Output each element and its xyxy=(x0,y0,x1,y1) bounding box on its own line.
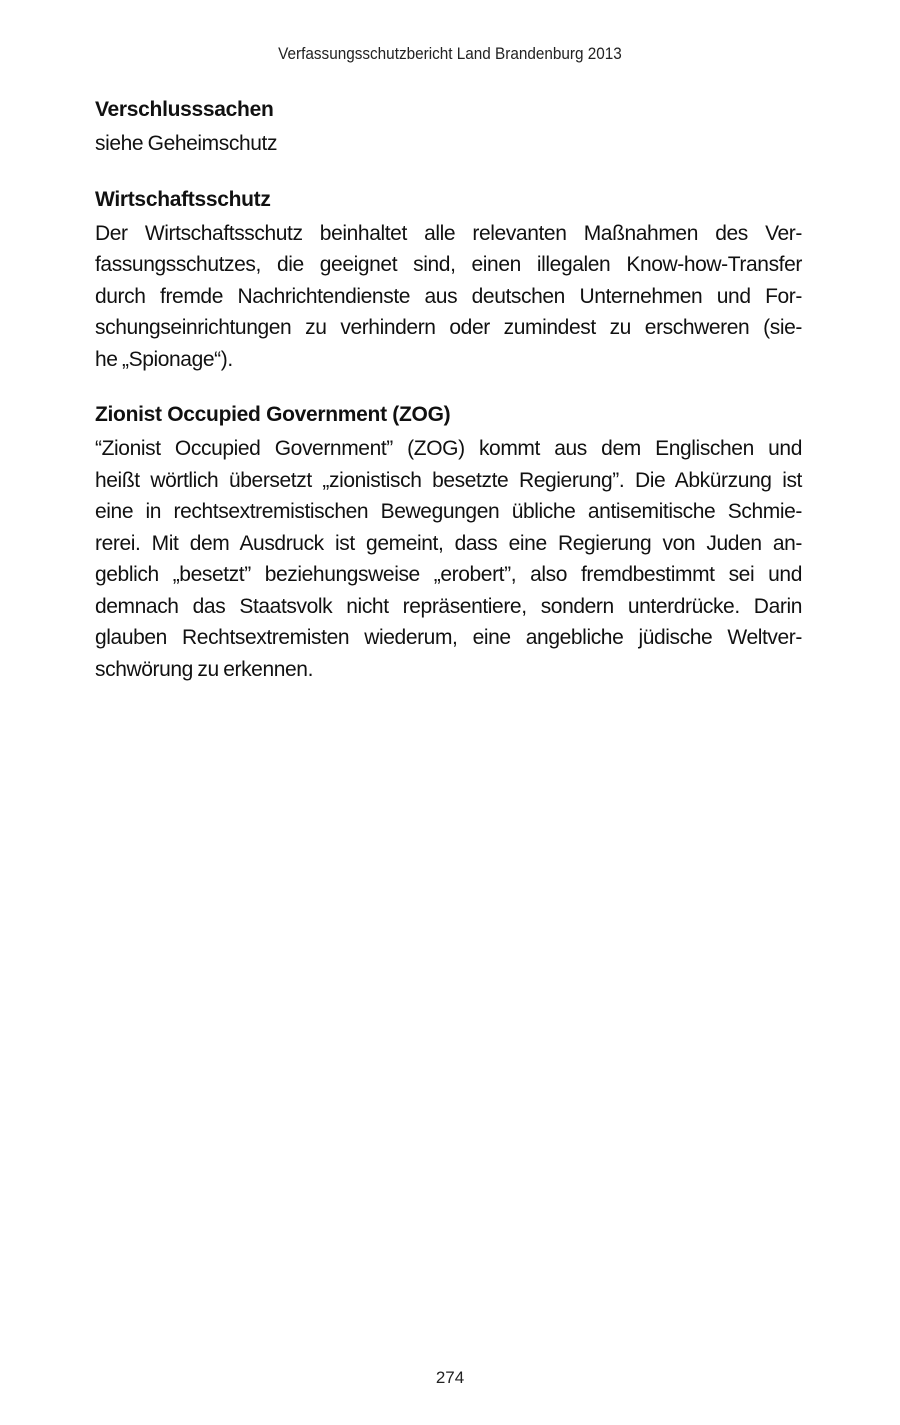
running-header: Verfassungsschutzbericht Land Brandenburg 2013 xyxy=(278,44,622,63)
body-line: siehe Geheimschutz xyxy=(95,132,278,155)
body-line: heißt wörtlich übersetzt „zionistisch besetzte Regierung”. Die Abkürzung ist xyxy=(95,468,802,492)
body-line: schwörung zu erkennen. xyxy=(95,657,314,681)
body-line: rerei. Mit dem Ausdruck ist gemeint, dass eine Regierung von Juden an- xyxy=(95,531,802,555)
body-line: durch fremde Nachrichtendienste aus deutschen Unternehmen und For- xyxy=(95,284,802,308)
glossary-content xyxy=(95,96,802,711)
body-line: he „Spionage“). xyxy=(95,347,233,371)
body-line: demnach das Staatsvolk nicht repräsentiere, sondern unterdrücke. Darin xyxy=(95,594,802,618)
entry-body xyxy=(95,218,802,376)
entry-heading: Verschlusssachen xyxy=(95,98,274,121)
entry-body xyxy=(95,128,802,160)
glossary-entry-zog xyxy=(95,401,802,685)
body-line: glauben Rechtsextremisten wiederum, eine angebliche jüdische Weltver- xyxy=(95,626,802,649)
body-line: geblich „besetzt” beziehungsweise „erobert”, also fremdbestimmt sei und xyxy=(95,563,802,586)
body-line: Der Wirtschaftsschutz beinhaltet alle relevanten Maßnahmen des Ver- xyxy=(95,221,802,245)
page-number: 274 xyxy=(435,1368,465,1387)
glossary-entry-wirtschaftsschutz xyxy=(95,186,802,376)
body-line: schungseinrichtungen zu verhindern oder zumindest zu erschweren (sie- xyxy=(95,316,802,339)
glossary-entry-verschlusssachen xyxy=(95,96,802,160)
body-line: fassungsschutzes, die geeignet sind, einen illegalen Know-how-Transfer xyxy=(95,253,802,276)
entry-heading: Zionist Occupied Government (ZOG) xyxy=(95,403,451,426)
body-line: eine in rechtsextremistischen Bewegungen übliche antisemitische Schmie- xyxy=(95,500,802,523)
entry-body xyxy=(95,433,802,685)
body-line: “Zionist Occupied Government” (ZOG) kommt aus dem Englischen und xyxy=(95,437,802,460)
entry-heading: Wirtschaftsschutz xyxy=(95,187,271,211)
